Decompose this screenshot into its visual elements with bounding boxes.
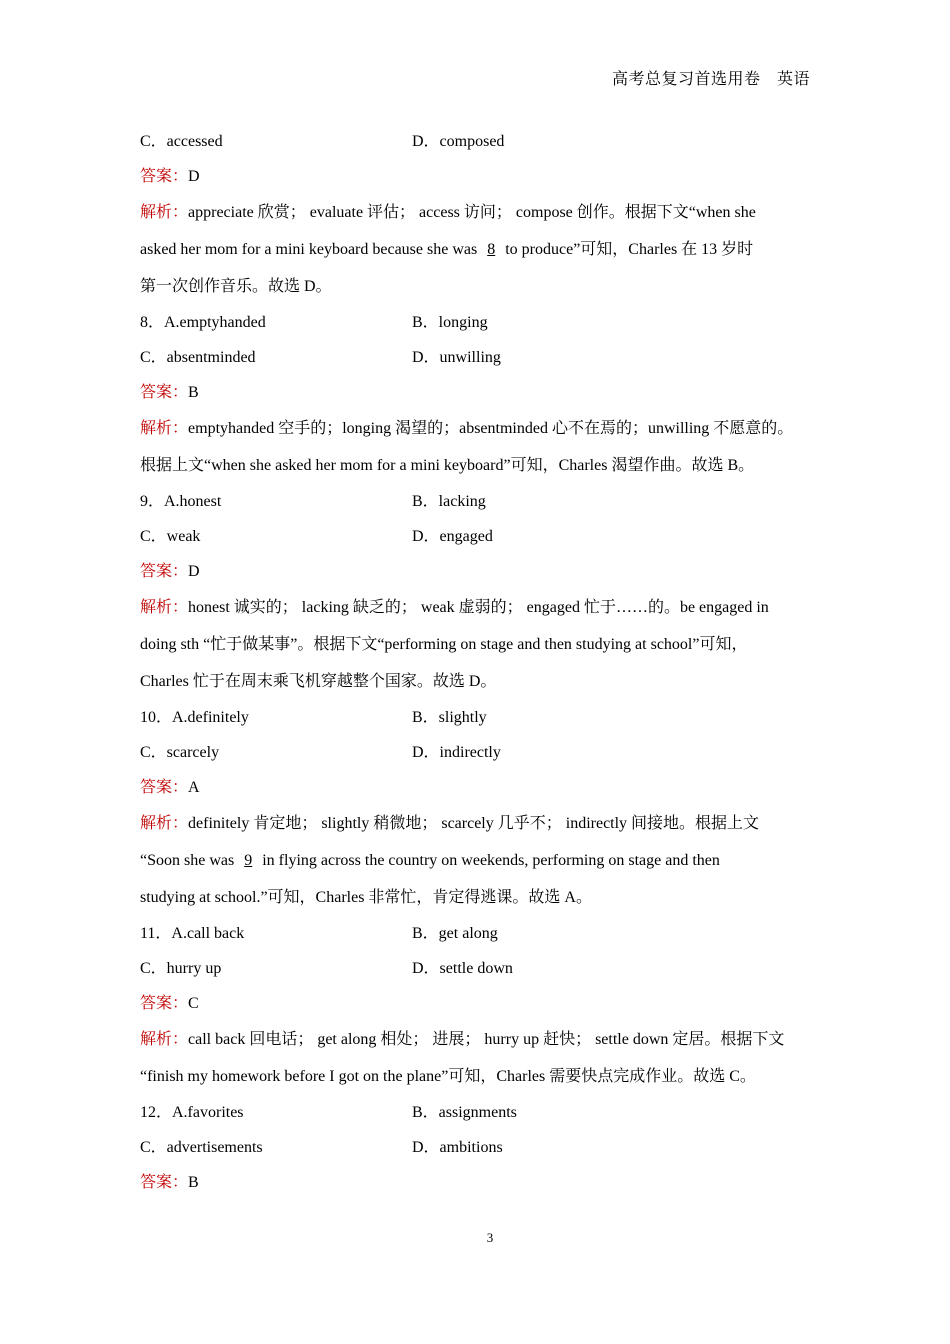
analysis-text: call back 回电话； get along 相处； 进展； hurry up 赶快； settle down 定居。根据下文	[188, 1031, 785, 1048]
blank-8: 8	[487, 241, 496, 258]
answer-value: D	[188, 563, 200, 580]
document-body	[140, 124, 815, 1200]
analysis-label: 解析：	[140, 204, 189, 221]
q10-option-b: B．slightly	[412, 709, 487, 726]
q11-analysis	[140, 1021, 815, 1095]
analysis-text: to produce”可知，Charles 在 13 岁时	[501, 241, 754, 258]
q8-option-b: B．longing	[412, 314, 488, 331]
analysis-text: 根据上文“when she asked her mom for a mini keyboard”可知，Charles 渴望作曲。故选 B。	[140, 457, 755, 474]
q9-option-a: 9．A.honest	[140, 493, 222, 510]
q10-answer	[140, 770, 815, 805]
answer-label: 答案：	[140, 563, 189, 580]
q8-options-row-1	[140, 305, 815, 340]
q10-option-c: C．scarcely	[140, 744, 220, 761]
q11-options-row-1	[140, 916, 815, 951]
q7-analysis	[140, 194, 815, 305]
analysis-text: appreciate 欣赏； evaluate 评估； access 访问； compose 创作。根据下文“when she	[188, 204, 756, 221]
q12-options-row-1	[140, 1095, 815, 1130]
analysis-text: honest 诚实的； lacking 缺乏的； weak 虚弱的； engaged 忙于……的。be engaged in	[188, 599, 769, 616]
q8-option-d: D．unwilling	[412, 349, 501, 366]
answer-label: 答案：	[140, 995, 189, 1012]
analysis-label: 解析：	[140, 420, 189, 437]
blank-9: 9	[244, 852, 253, 869]
q11-answer	[140, 986, 815, 1021]
answer-value: D	[188, 168, 200, 185]
answer-value: B	[188, 1174, 199, 1191]
analysis-text: doing sth “忙于做某事”。根据下文“performing on stage and then studying at school”可知，	[140, 636, 748, 653]
q10-options-row-2	[140, 735, 815, 770]
analysis-text: 第一次创作音乐。故选 D。	[140, 278, 332, 295]
answer-label: 答案：	[140, 168, 189, 185]
analysis-label: 解析：	[140, 1031, 189, 1048]
q11-options-row-2	[140, 951, 815, 986]
q11-option-c: C．hurry up	[140, 960, 222, 977]
q7-answer	[140, 159, 815, 194]
q12-option-d: D．ambitions	[412, 1139, 503, 1156]
answer-label: 答案：	[140, 1174, 189, 1191]
answer-label: 答案：	[140, 779, 189, 796]
analysis-text: Charles 忙于在周末乘飞机穿越整个国家。故选 D。	[140, 673, 497, 690]
analysis-text: asked her mom for a mini keyboard because she was	[140, 241, 482, 258]
q12-option-c: C．advertisements	[140, 1139, 263, 1156]
q9-answer	[140, 554, 815, 589]
analysis-label: 解析：	[140, 815, 189, 832]
q12-option-b: B．assignments	[412, 1104, 517, 1121]
q8-option-c: C．absentminded	[140, 349, 256, 366]
answer-value: A	[188, 779, 200, 796]
analysis-label: 解析：	[140, 599, 189, 616]
q10-options-row-1	[140, 700, 815, 735]
answer-value: C	[188, 995, 199, 1012]
q8-option-a: 8．A.emptyhanded	[140, 314, 266, 331]
q10-analysis	[140, 805, 815, 916]
q9-options-row-1	[140, 484, 815, 519]
analysis-text: in flying across the country on weekends, performing on stage and then	[258, 852, 720, 869]
q9-options-row-2	[140, 519, 815, 554]
answer-value: B	[188, 384, 199, 401]
page-number: 3	[486, 1230, 494, 1245]
analysis-text: “finish my homework before I got on the plane”可知，Charles 需要快点完成作业。故选 C。	[140, 1068, 756, 1085]
q7-option-c: C．accessed	[140, 133, 223, 150]
q9-analysis	[140, 589, 815, 700]
q12-option-a: 12．A.favorites	[140, 1104, 244, 1121]
q12-options-row-2	[140, 1130, 815, 1165]
q8-analysis	[140, 410, 815, 484]
q11-option-b: B．get along	[412, 925, 498, 942]
q7-options-row	[140, 124, 815, 159]
analysis-text: emptyhanded 空手的；longing 渴望的；absentminded 心不在焉的；unwilling 不愿意的。	[188, 420, 794, 437]
analysis-text: definitely 肯定地； slightly 稍微地； scarcely 几乎不； indirectly 间接地。根据上文	[188, 815, 760, 832]
q12-answer	[140, 1165, 815, 1200]
q11-option-a: 11．A.call back	[140, 925, 245, 942]
analysis-text: studying at school.”可知，Charles 非常忙，肯定得逃课。故选 A。	[140, 889, 592, 906]
q10-option-d: D．indirectly	[412, 744, 501, 761]
q10-option-a: 10．A.definitely	[140, 709, 249, 726]
q11-option-d: D．settle down	[412, 960, 513, 977]
answer-label: 答案：	[140, 384, 189, 401]
q9-option-b: B．lacking	[412, 493, 486, 510]
analysis-text: “Soon she was	[140, 852, 239, 869]
q8-options-row-2	[140, 340, 815, 375]
q8-answer	[140, 375, 815, 410]
q9-option-d: D．engaged	[412, 528, 493, 545]
page-header: 高考总复习首选用卷 英语	[611, 71, 810, 88]
q7-option-d: D．composed	[412, 133, 505, 150]
q9-option-c: C．weak	[140, 528, 201, 545]
